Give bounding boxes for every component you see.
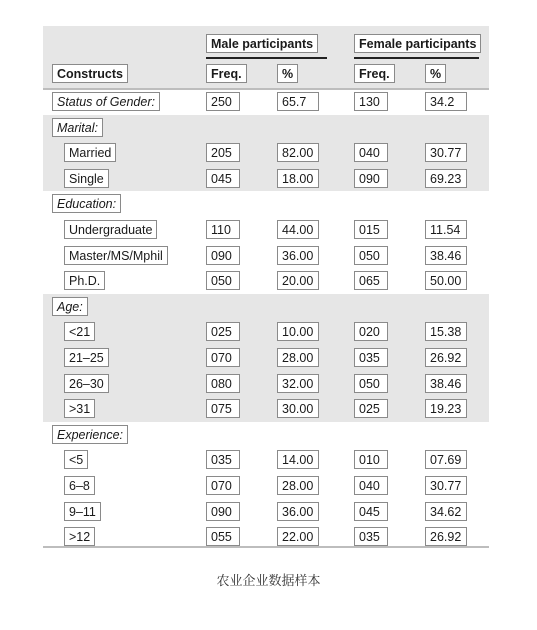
male-freq-cell: 035: [206, 450, 240, 469]
male-pct-cell: 28.00: [277, 348, 319, 367]
female-freq-cell: 050: [354, 374, 388, 393]
male-group-header: Male participants: [206, 34, 318, 53]
table-row: [43, 348, 489, 367]
male-pct-cell: 28.00: [277, 476, 319, 495]
female-freq-cell: 020: [354, 322, 388, 341]
female-group-header: Female participants: [354, 34, 481, 53]
section-label: Status of Gender:: [52, 92, 160, 111]
male-freq-cell: 090: [206, 246, 240, 265]
male-group-rule: [206, 57, 327, 59]
female-freq-cell: 040: [354, 476, 388, 495]
male-freq-cell: 090: [206, 502, 240, 521]
male-freq-cell: 055: [206, 527, 240, 546]
row-label: <21: [64, 322, 95, 341]
male-pct-header: %: [277, 64, 298, 83]
table-row: [43, 425, 489, 444]
male-pct-cell: 14.00: [277, 450, 319, 469]
male-pct-cell: 22.00: [277, 527, 319, 546]
table-row: [43, 297, 489, 316]
table-row: [43, 502, 489, 521]
section-label: Experience:: [52, 425, 128, 444]
female-pct-cell: 38.46: [425, 246, 467, 265]
row-label: <5: [64, 450, 88, 469]
row-label: >31: [64, 399, 95, 418]
table-row: [43, 220, 489, 239]
female-pct-cell: 26.92: [425, 527, 467, 546]
male-freq-cell: 075: [206, 399, 240, 418]
male-freq-cell: 045: [206, 169, 240, 188]
female-freq-cell: 010: [354, 450, 388, 469]
female-pct-cell: 30.77: [425, 476, 467, 495]
table-row: [43, 118, 489, 137]
male-freq-cell: 080: [206, 374, 240, 393]
table-row: [43, 374, 489, 393]
table-row: [43, 92, 489, 111]
female-pct-cell: 30.77: [425, 143, 467, 162]
female-freq-cell: 045: [354, 502, 388, 521]
table-row: [43, 476, 489, 495]
female-freq-header: Freq.: [354, 64, 395, 83]
male-freq-cell: 205: [206, 143, 240, 162]
male-freq-cell: 070: [206, 476, 240, 495]
table-row: [43, 399, 489, 418]
table-row: [43, 169, 489, 188]
female-pct-cell: 38.46: [425, 374, 467, 393]
section-label: Education:: [52, 194, 121, 213]
female-pct-cell: 19.23: [425, 399, 467, 418]
caption: 农业企业数据样本: [216, 574, 321, 589]
female-pct-cell: 34.62: [425, 502, 467, 521]
section-label: Marital:: [52, 118, 103, 137]
female-pct-cell: 15.38: [425, 322, 467, 341]
female-pct-cell: 50.00: [425, 271, 467, 290]
table-row: [43, 194, 489, 213]
female-group-rule: [354, 57, 479, 59]
male-freq-cell: 070: [206, 348, 240, 367]
female-freq-cell: 025: [354, 399, 388, 418]
male-freq-cell: 050: [206, 271, 240, 290]
table-row: [43, 143, 489, 162]
female-freq-cell: 035: [354, 348, 388, 367]
female-freq-cell: 090: [354, 169, 388, 188]
female-freq-cell: 015: [354, 220, 388, 239]
female-pct-cell: 26.92: [425, 348, 467, 367]
section-label: Age:: [52, 297, 88, 316]
male-pct-cell: 44.00: [277, 220, 319, 239]
row-label: 21–25: [64, 348, 109, 367]
row-label: Single: [64, 169, 109, 188]
male-pct-cell: 65.7: [277, 92, 319, 111]
female-pct-cell: 34.2: [425, 92, 467, 111]
row-label: Master/MS/Mphil: [64, 246, 168, 265]
female-freq-cell: 065: [354, 271, 388, 290]
male-freq-header: Freq.: [206, 64, 247, 83]
table-row: [43, 527, 489, 546]
male-pct-cell: 36.00: [277, 502, 319, 521]
male-freq-cell: 250: [206, 92, 240, 111]
female-freq-cell: 035: [354, 527, 388, 546]
table-row: [43, 450, 489, 469]
row-label: 9–11: [64, 502, 101, 521]
male-pct-cell: 18.00: [277, 169, 319, 188]
female-pct-cell: 07.69: [425, 450, 467, 469]
male-freq-cell: 025: [206, 322, 240, 341]
row-label: >12: [64, 527, 95, 546]
constructs-header: Constructs: [52, 64, 128, 83]
male-pct-cell: 32.00: [277, 374, 319, 393]
row-label: 26–30: [64, 374, 109, 393]
female-freq-cell: 050: [354, 246, 388, 265]
female-freq-cell: 130: [354, 92, 388, 111]
header-rule: [43, 88, 489, 90]
row-label: Undergraduate: [64, 220, 157, 239]
male-pct-cell: 82.00: [277, 143, 319, 162]
bottom-rule: [43, 546, 489, 548]
table-row: [43, 246, 489, 265]
male-pct-cell: 20.00: [277, 271, 319, 290]
male-pct-cell: 36.00: [277, 246, 319, 265]
table-row: [43, 322, 489, 341]
female-pct-cell: 11.54: [425, 220, 467, 239]
male-freq-cell: 110: [206, 220, 240, 239]
row-label: 6–8: [64, 476, 95, 495]
female-freq-cell: 040: [354, 143, 388, 162]
row-label: Ph.D.: [64, 271, 105, 290]
table-row: [43, 271, 489, 290]
female-pct-cell: 69.23: [425, 169, 467, 188]
male-pct-cell: 30.00: [277, 399, 319, 418]
row-label: Married: [64, 143, 116, 162]
male-pct-cell: 10.00: [277, 322, 319, 341]
female-pct-header: %: [425, 64, 446, 83]
